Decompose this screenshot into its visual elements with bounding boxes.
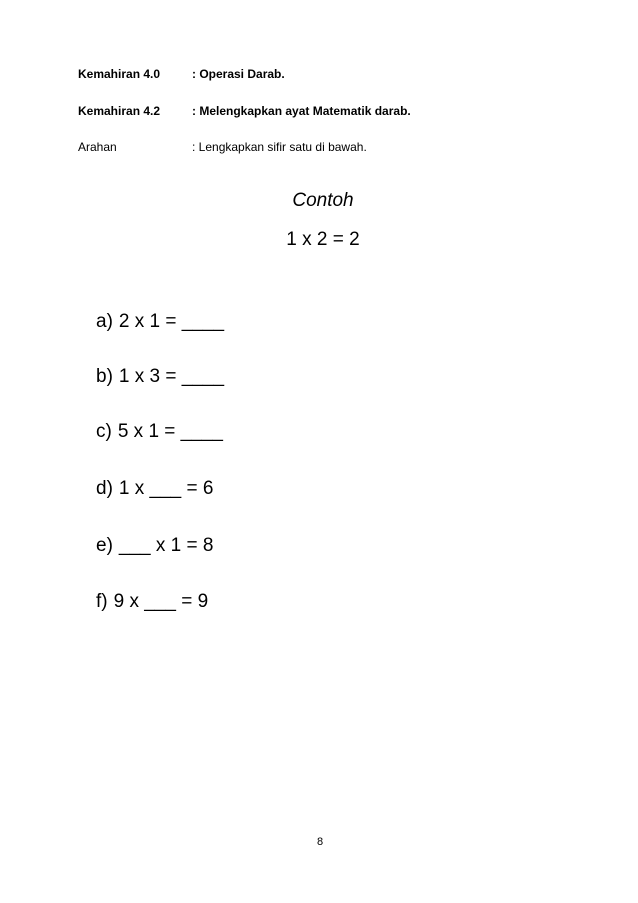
example-equation: 1 x 2 = 2 — [286, 229, 360, 250]
question-e — [96, 535, 213, 557]
question-label: c) — [96, 421, 112, 442]
instruction-label: Arahan — [78, 140, 117, 154]
instruction-value: : Lengkapkan sifir satu di bawah. — [192, 140, 367, 154]
question-label: d) — [96, 478, 113, 499]
example-title: Contoh — [292, 190, 354, 211]
question-b — [96, 366, 224, 388]
question-label: e) — [96, 535, 113, 556]
question-c — [96, 421, 223, 443]
question-text: 2 x 1 = ____ — [118, 311, 225, 332]
skill-label: Kemahiran 4.2 — [78, 104, 161, 118]
question-text: 9 x ___ = 9 — [113, 591, 209, 612]
question-text: ___ x 1 = 8 — [118, 535, 214, 556]
question-text: 1 x 3 = ____ — [118, 366, 225, 387]
question-label: a) — [96, 311, 113, 332]
skill-value: : Operasi Darab. — [192, 67, 285, 81]
question-label: b) — [96, 366, 113, 387]
question-a — [96, 311, 224, 333]
question-text: 5 x 1 = ____ — [117, 421, 223, 442]
skill-value: : Melengkapkan ayat Matematik darab. — [192, 104, 411, 118]
question-f — [96, 591, 208, 613]
question-d — [96, 478, 213, 500]
question-label: f) — [96, 591, 108, 612]
page-number: 8 — [316, 836, 324, 848]
skill-label: Kemahiran 4.0 — [78, 67, 161, 81]
question-text: 1 x ___ = 6 — [118, 478, 214, 499]
